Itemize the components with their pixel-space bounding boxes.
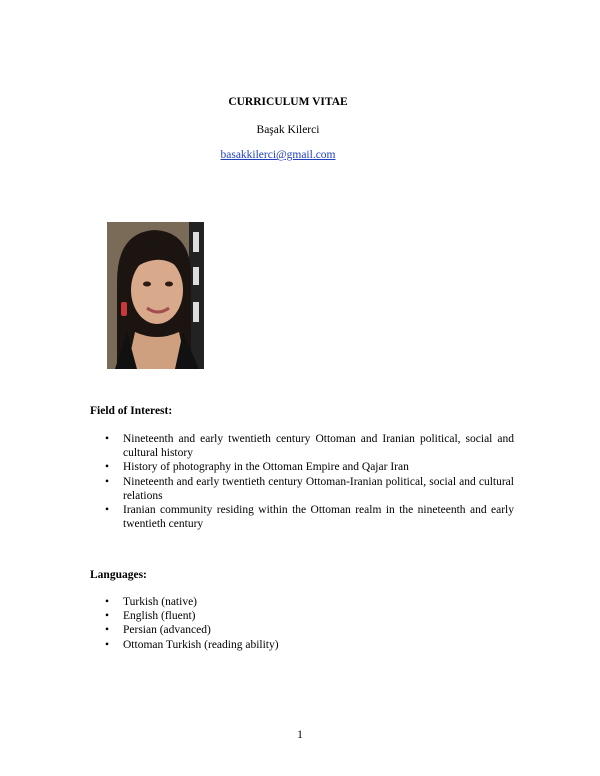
author-name: Başak Kilerci [256,124,320,136]
page-number: 1 [297,729,303,741]
bullet-icon: • [105,596,110,608]
list-item: • Turkish (native) [105,596,198,608]
bullet-icon: • [105,433,110,445]
profile-photo [107,222,204,369]
list-item: • History of photography in the Ottoman Empire and Qajar Iran [105,461,409,474]
bullet-icon: • [105,475,110,488]
bullet-icon: • [105,624,110,637]
bullet-icon: • [105,461,110,474]
list-item: • English (fluent) [105,610,196,623]
cv-title: CURRICULUM VITAE [228,96,348,108]
bullet-icon: • [105,638,110,651]
list-item: • Iranian community residing within the Ottoman realm in the nineteenth and early twentieth century [105,504,514,531]
bullet-icon: • [105,504,110,517]
languages-heading: Languages: [90,569,147,581]
interest-heading: Field of Interest: [90,405,173,417]
bullet-icon: • [105,610,110,623]
list-item: • Nineteenth and early twentieth century Ottoman-Iranian political, social and cultural relations [105,475,514,502]
email-link[interactable]: basakkilerci@gmail.com [220,149,336,161]
list-item: • Ottoman Turkish (reading ability) [105,638,279,651]
interest-list [90,432,514,531]
languages-list [90,595,514,652]
list-item: • Persian (advanced) [105,624,211,637]
list-item: • Nineteenth and early twentieth century Ottoman and Iranian political, social and cultural history [105,433,514,460]
